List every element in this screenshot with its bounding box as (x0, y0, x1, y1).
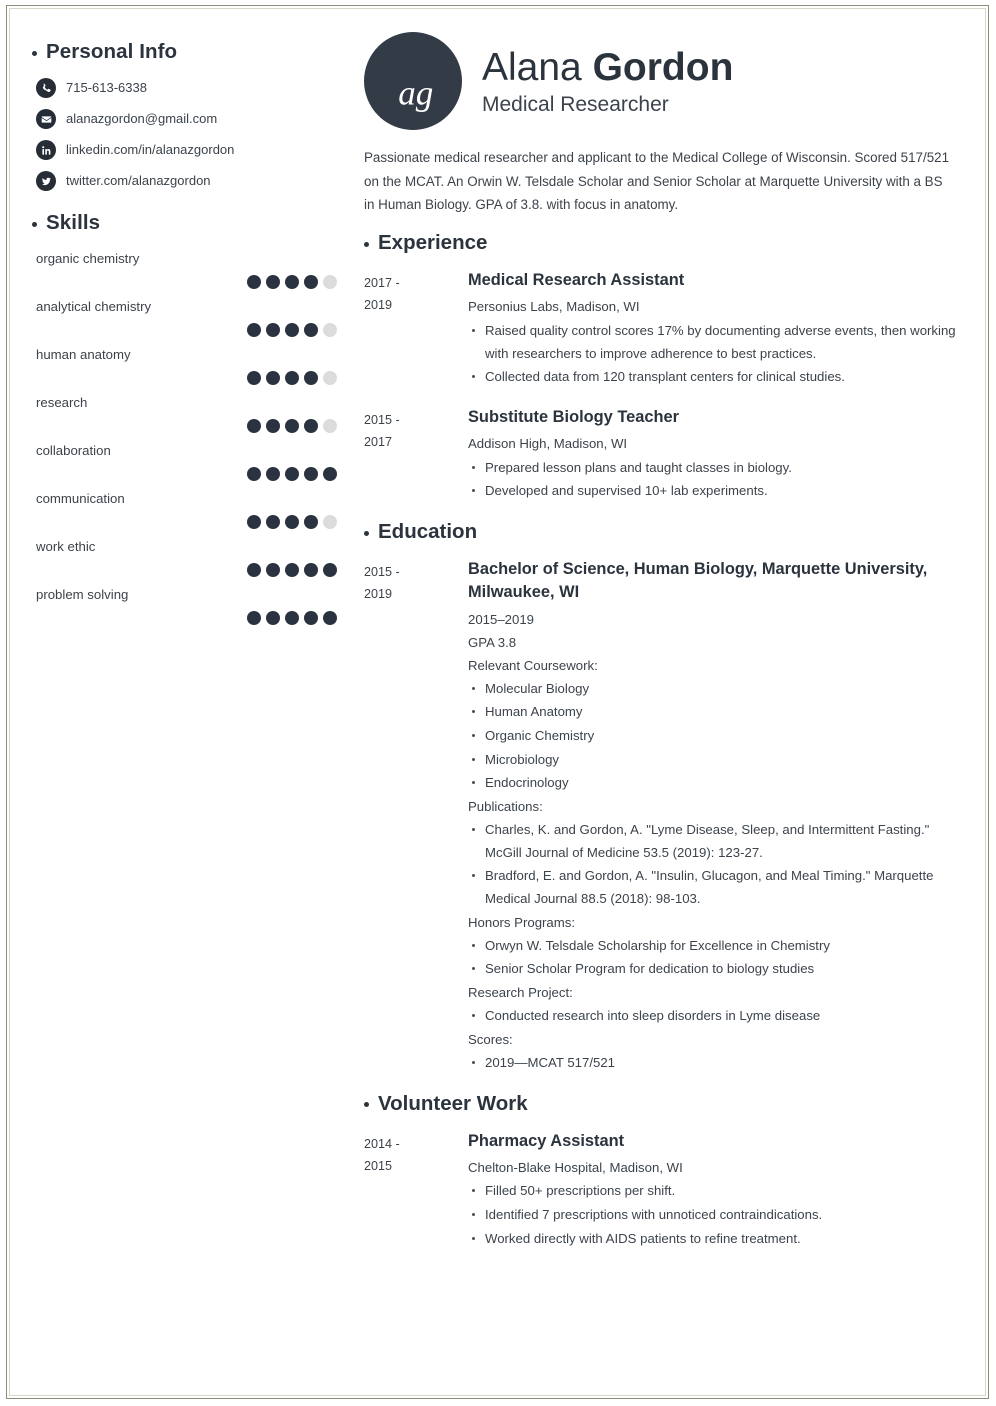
education-years: 2015–2019 (468, 611, 535, 627)
skill-rating (32, 563, 350, 577)
education-group-label: Research Project: (468, 985, 573, 1001)
entry-body (468, 406, 956, 504)
education-group-items (468, 935, 956, 981)
entry-body (468, 558, 956, 1076)
skill-rating (32, 419, 350, 433)
contact-text: linkedin.com/in/alanazgordon (66, 142, 235, 158)
education-section (364, 520, 956, 1076)
skill-level-dot (266, 563, 280, 577)
skill-level-dot (285, 419, 299, 433)
list-item: Charles, K. and Gordon, A. "Lyme Disease, Sleep, and Intermittent Fasting." McGill Journal of Medicine 53.5 (2019): 123-27. (468, 819, 956, 864)
skill-level-dot (304, 371, 318, 385)
skills-heading (32, 211, 350, 235)
entry-date-end: 2017 (364, 434, 393, 449)
skill-level-dot (266, 515, 280, 529)
entry-organization: Chelton-Blake Hospital, Madison, WI (468, 1159, 683, 1175)
skill-row (32, 491, 350, 529)
education-group-items (468, 1052, 956, 1075)
avatar (364, 32, 462, 130)
skill-level-dot (266, 371, 280, 385)
education-gpa: GPA 3.8 (468, 634, 517, 650)
volunteer-section (364, 1092, 956, 1252)
summary-paragraph: Passionate medical researcher and applicant to the Medical College of Wisconsin. Scored 517/521 on the MCAT. An Orwin W. Telsdale Scholar and Senior Scholar at Marquette University with a BS in Human Biology. GPA of 3.8. with focus in anatomy. (364, 150, 950, 213)
contact-item[interactable] (36, 78, 350, 98)
skill-level-dot (323, 467, 337, 481)
skill-level-dot (266, 467, 280, 481)
list-item: Conducted research into sleep disorders in Lyme disease (468, 1005, 956, 1028)
entry-dates (364, 406, 468, 504)
skill-level-dot (323, 323, 337, 337)
bullet-icon (32, 222, 37, 227)
contact-text: alanazgordon@gmail.com (66, 111, 218, 127)
bullet-icon (32, 51, 37, 56)
page-title (482, 47, 733, 89)
skill-level-dot (285, 563, 299, 577)
timeline-entry (364, 406, 956, 504)
experience-heading (364, 231, 956, 255)
skill-level-dot (304, 419, 318, 433)
skill-level-dot (247, 323, 261, 337)
skill-level-dot (247, 371, 261, 385)
timeline-entry (364, 269, 956, 390)
skill-level-dot (323, 371, 337, 385)
personal-info-heading (32, 40, 350, 64)
list-item: Organic Chemistry (468, 725, 956, 748)
entry-body (468, 269, 956, 390)
skills-heading-label: Skills (46, 211, 101, 234)
list-item: Prepared lesson plans and taught classes in biology. (468, 457, 956, 480)
contact-text: 715-613-6338 (66, 80, 147, 96)
skill-rating (32, 467, 350, 481)
skill-row (32, 347, 350, 385)
contact-list (36, 78, 350, 191)
personal-info-heading-label: Personal Info (46, 40, 178, 63)
skill-level-dot (323, 611, 337, 625)
bullet-icon (364, 242, 369, 247)
education-heading (364, 520, 956, 544)
list-item: Microbiology (468, 749, 956, 772)
education-group-items (468, 819, 956, 911)
list-item: Filled 50+ prescriptions per shift. (468, 1180, 956, 1203)
entry-title: Medical Research Assistant (468, 271, 685, 290)
experience-heading-label: Experience (378, 231, 488, 255)
contact-item[interactable] (36, 171, 350, 191)
list-item: Bradford, E. and Gordon, A. "Insulin, Glucagon, and Meal Timing." Marquette Medical Journal 88.5 (2018): 98-103. (468, 865, 956, 910)
entry-title: Bachelor of Science, Human Biology, Marquette University, Milwaukee, WI (468, 560, 928, 602)
skill-level-dot (247, 467, 261, 481)
skill-level-dot (304, 515, 318, 529)
skill-level-dot (266, 419, 280, 433)
skill-name: collaboration (36, 443, 111, 458)
linkedin-icon (36, 140, 56, 160)
skill-name: organic chemistry (36, 251, 140, 266)
education-entry (364, 558, 956, 1076)
skill-level-dot (304, 275, 318, 289)
skill-name: communication (36, 491, 125, 506)
skill-name: human anatomy (36, 347, 131, 362)
timeline-entry (364, 558, 956, 1076)
skill-level-dot (323, 275, 337, 289)
entry-date-start: 2015 - (364, 412, 400, 427)
skill-level-dot (285, 371, 299, 385)
skill-level-dot (247, 563, 261, 577)
education-group-items (468, 1005, 956, 1028)
email-icon (36, 109, 56, 129)
contact-text: twitter.com/alanazgordon (66, 173, 211, 189)
twitter-icon (36, 171, 56, 191)
skill-level-dot (285, 323, 299, 337)
list-item: Molecular Biology (468, 678, 956, 701)
volunteer-entries (364, 1130, 956, 1252)
entry-date-start: 2015 - (364, 565, 400, 580)
main-column (350, 30, 956, 1267)
entry-dates (364, 558, 468, 1076)
bullet-icon (364, 531, 369, 536)
skill-name: work ethic (36, 539, 96, 554)
name-block (482, 45, 733, 117)
entry-dates (364, 1130, 468, 1252)
skill-row (32, 299, 350, 337)
last-name: Gordon (592, 45, 734, 89)
list-item: Raised quality control scores 17% by documenting adverse events, then working with researchers to improve adherence to best practices. (468, 320, 956, 365)
job-title: Medical Researcher (482, 93, 669, 117)
skill-level-dot (304, 467, 318, 481)
skill-rating (32, 275, 350, 289)
skill-rating (32, 323, 350, 337)
education-details (468, 609, 956, 1075)
skill-level-dot (266, 611, 280, 625)
skill-level-dot (323, 563, 337, 577)
list-item: 2019—MCAT 517/521 (468, 1052, 956, 1075)
entry-date-start: 2017 - (364, 276, 400, 291)
list-item: Orwyn W. Telsdale Scholarship for Excellence in Chemistry (468, 935, 956, 958)
list-item: Senior Scholar Program for dedication to biology studies (468, 958, 956, 981)
list-item: Endocrinology (468, 772, 956, 795)
entry-bullets (468, 1180, 956, 1250)
experience-entries (364, 269, 956, 504)
skill-level-dot (285, 275, 299, 289)
entry-title: Substitute Biology Teacher (468, 407, 679, 426)
avatar-initials: ag (398, 73, 434, 113)
skill-name: problem solving (36, 587, 129, 602)
entry-bullets (468, 320, 956, 389)
volunteer-heading-label: Volunteer Work (378, 1091, 528, 1115)
skill-rating (32, 515, 350, 529)
entry-title: Pharmacy Assistant (468, 1131, 625, 1150)
entry-date-start: 2014 - (364, 1136, 400, 1151)
contact-item[interactable] (36, 109, 350, 129)
skill-level-dot (285, 467, 299, 481)
education-group-label: Relevant Coursework: (468, 657, 598, 673)
skill-name: analytical chemistry (36, 299, 152, 314)
phone-icon (36, 78, 56, 98)
entry-date-end: 2015 (364, 1158, 393, 1173)
education-group-items (468, 678, 956, 796)
skill-level-dot (323, 419, 337, 433)
skill-level-dot (304, 563, 318, 577)
skill-level-dot (304, 323, 318, 337)
skill-level-dot (323, 515, 337, 529)
skill-level-dot (247, 275, 261, 289)
entry-organization: Personius Labs, Madison, WI (468, 299, 640, 315)
skill-level-dot (266, 275, 280, 289)
skill-rating (32, 371, 350, 385)
entry-date-end: 2019 (364, 298, 393, 313)
entry-bullets (468, 457, 956, 503)
skill-rating (32, 611, 350, 625)
contact-item[interactable] (36, 140, 350, 160)
skill-level-dot (247, 419, 261, 433)
experience-section (364, 231, 956, 504)
skill-level-dot (285, 611, 299, 625)
entry-date-end: 2019 (364, 587, 393, 602)
skill-level-dot (304, 611, 318, 625)
entry-organization: Addison High, Madison, WI (468, 436, 628, 452)
skill-level-dot (247, 611, 261, 625)
skill-row (32, 251, 350, 289)
list-item: Collected data from 120 transplant centers for clinical studies. (468, 366, 956, 389)
list-item: Worked directly with AIDS patients to refine treatment. (468, 1228, 956, 1251)
resume-header (364, 32, 956, 130)
skill-row (32, 539, 350, 577)
skill-level-dot (285, 515, 299, 529)
skills-list (32, 251, 350, 625)
sidebar (32, 30, 350, 1267)
education-group-label: Scores: (468, 1031, 513, 1047)
timeline-entry (364, 1130, 956, 1252)
volunteer-heading (364, 1092, 956, 1116)
entry-body (468, 1130, 956, 1252)
skill-row (32, 443, 350, 481)
entry-dates (364, 269, 468, 390)
list-item: Developed and supervised 10+ lab experiments. (468, 480, 956, 503)
skill-level-dot (266, 323, 280, 337)
list-item: Identified 7 prescriptions with unnoticed contraindications. (468, 1204, 956, 1227)
bullet-icon (364, 1102, 369, 1107)
list-item: Human Anatomy (468, 701, 956, 724)
education-group-label: Publications: (468, 799, 543, 815)
education-group-label: Honors Programs: (468, 914, 576, 930)
education-heading-label: Education (378, 520, 478, 544)
first-name: Alana (482, 45, 582, 89)
skill-level-dot (247, 515, 261, 529)
skill-row (32, 587, 350, 625)
skill-name: research (36, 395, 88, 410)
skill-row (32, 395, 350, 433)
